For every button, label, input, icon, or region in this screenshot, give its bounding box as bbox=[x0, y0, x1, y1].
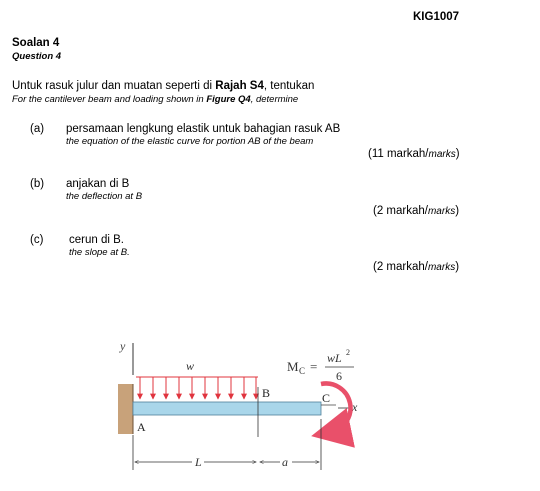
figure-ref-en: Figure Q4 bbox=[206, 94, 251, 105]
part-b-marks-ms: (2 markah/ bbox=[373, 205, 428, 217]
dim-a-label: a bbox=[282, 455, 288, 469]
x-axis-label: x bbox=[352, 400, 358, 414]
question-title-en: Question 4 bbox=[12, 51, 62, 62]
moment-subscript: C bbox=[299, 366, 306, 376]
part-c-label: (c) bbox=[30, 234, 44, 246]
part-a-text-en: the equation of the elastic curve for portion AB of the beam bbox=[66, 136, 314, 147]
part-a-marks-close: ) bbox=[455, 148, 460, 160]
part-c-marks bbox=[373, 261, 459, 273]
part-c-text-en: the slope at B. bbox=[69, 247, 130, 258]
instruction-en-suffix: , determine bbox=[250, 94, 299, 105]
part-a-text: persamaan lengkung elastik untuk bahagian rasuk AB bbox=[66, 123, 341, 135]
load-label: w bbox=[186, 359, 195, 373]
part-a-label: (a) bbox=[30, 123, 45, 135]
instruction-ms-suffix: , tentukan bbox=[263, 80, 315, 92]
moment-numerator: wL bbox=[327, 351, 342, 365]
point-a-label: A bbox=[137, 420, 146, 434]
instruction-en-prefix: For the cantilever beam and loading shown in bbox=[12, 94, 207, 105]
moment-equals: = bbox=[310, 359, 318, 374]
part-c-marks-en: marks bbox=[427, 262, 456, 273]
part-a-marks-en: marks bbox=[428, 149, 456, 160]
part-c-marks-close: ) bbox=[455, 261, 460, 273]
part-b-text: anjakan di B bbox=[66, 178, 130, 190]
part-b-marks-en: marks bbox=[427, 206, 456, 217]
point-c-label: C bbox=[322, 391, 331, 405]
part-b-marks bbox=[373, 205, 459, 217]
beam bbox=[133, 402, 321, 415]
point-b-label: B bbox=[262, 386, 271, 400]
moment-exponent: 2 bbox=[346, 348, 350, 357]
dim-l-label: L bbox=[195, 455, 202, 469]
instruction-en bbox=[12, 94, 298, 105]
part-c-text: cerun di B. bbox=[69, 234, 124, 246]
cantilever-beam-figure bbox=[110, 327, 370, 477]
part-b-text-en: the deflection at B bbox=[66, 191, 143, 202]
fixed-support-wall bbox=[118, 384, 133, 434]
figure-ref-ms: Rajah S4 bbox=[215, 80, 264, 92]
part-b-marks-close: ) bbox=[455, 205, 460, 217]
part-c-marks-ms: (2 markah/ bbox=[373, 261, 428, 273]
question-title: Soalan 4 bbox=[12, 37, 60, 49]
part-b-label: (b) bbox=[30, 178, 45, 190]
instruction-ms bbox=[12, 80, 314, 92]
load-arrows bbox=[140, 377, 256, 399]
instruction-ms-prefix: Untuk rasuk julur dan muatan seperti di bbox=[12, 80, 216, 92]
moment-denominator: 6 bbox=[336, 369, 342, 383]
part-a-marks bbox=[368, 148, 460, 160]
part-a-marks-ms: (11 markah/ bbox=[368, 148, 429, 160]
course-code: KIG1007 bbox=[413, 11, 460, 23]
y-axis-label: y bbox=[120, 339, 126, 353]
moment-symbol: M bbox=[287, 359, 299, 374]
